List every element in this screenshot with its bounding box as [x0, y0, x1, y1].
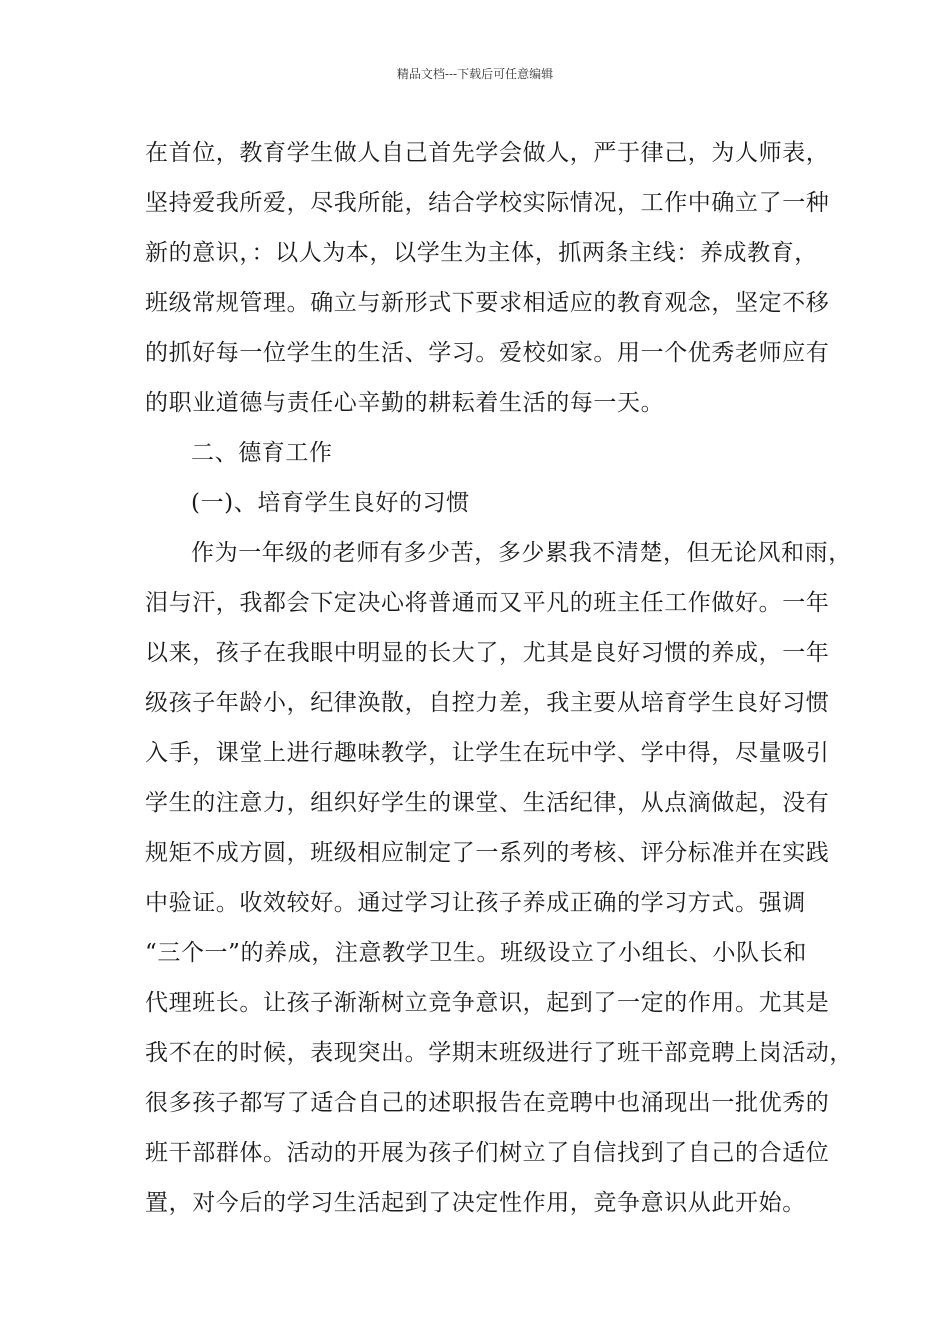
section-heading [145, 428, 807, 478]
text-line: 级孩子年龄小，纪律涣散，自控力差，我主要从培育学生良好习惯 [145, 690, 830, 716]
subsection-heading [145, 478, 807, 528]
text-line: 班级常规管理。确立与新形式下要求相适应的教育观念，坚定不移 [145, 290, 830, 316]
text-line: 作为一年级的老师有多少苦，多少累我不清楚，但无论风和雨， [191, 540, 852, 566]
text-line: 在首位，教育学生做人自己首先学会做人，严于律己，为人师表， [145, 140, 830, 166]
text-line: 规矩不成方圆，班级相应制定了一系列的考核、评分标准并在实践 [145, 840, 830, 866]
document-body [145, 128, 853, 1228]
text-line: 以来，孩子在我眼中明显的长大了，尤其是良好习惯的养成，一年 [145, 640, 830, 666]
text-line: 代理班长。让孩子渐渐树立竞争意识，起到了一定的作用。尤其是 [145, 990, 830, 1016]
text-line: 置，对今后的学习生活起到了决定性作用，竞争意识从此开始。 [145, 1190, 806, 1216]
text-line: 入手，课堂上进行趣味教学，让学生在玩中学、学中得，尽量吸引 [145, 740, 830, 766]
text-line: 的抓好每一位学生的生活、学习。爱校如家。用一个优秀老师应有 [145, 340, 830, 366]
text-line: 中验证。收效较好。通过学习让孩子养成正确的学习方式。强调 [145, 890, 806, 916]
text-line: 我不在的时候，表现突出。学期末班级进行了班干部竞聘上岗活动， [145, 1040, 853, 1066]
paragraph-habits [145, 528, 853, 1228]
text-line: “三个一”的养成，注意教学卫生。班级设立了小组长、小队长和 [145, 940, 807, 966]
heading-line: (一)、培育学生良好的习惯 [191, 490, 470, 516]
heading-line: 二、德育工作 [191, 440, 333, 466]
text-line: 班干部群体。活动的开展为孩子们树立了自信找到了自己的合适位 [145, 1140, 830, 1166]
text-line: 坚持爱我所爱，尽我所能，结合学校实际情况，工作中确立了一种 [145, 190, 830, 216]
page-header: 精品文档---下载后可任意编辑 [396, 67, 554, 81]
text-line: 新的意识，：以人为本，以学生为主体，抓两条主线：养成教育， [145, 240, 818, 266]
text-line: 的职业道德与责任心辛勤的耕耘着生活的每一天。 [145, 390, 665, 416]
text-line: 很多孩子都写了适合自己的述职报告在竞聘中也涌现出一批优秀的 [145, 1090, 830, 1116]
paragraph-intro [145, 128, 830, 428]
text-line: 泪与汗，我都会下定决心将普通而又平凡的班主任工作做好。一年 [145, 590, 830, 616]
text-line: 学生的注意力，组织好学生的课堂、生活纪律，从点滴做起，没有 [145, 790, 830, 816]
